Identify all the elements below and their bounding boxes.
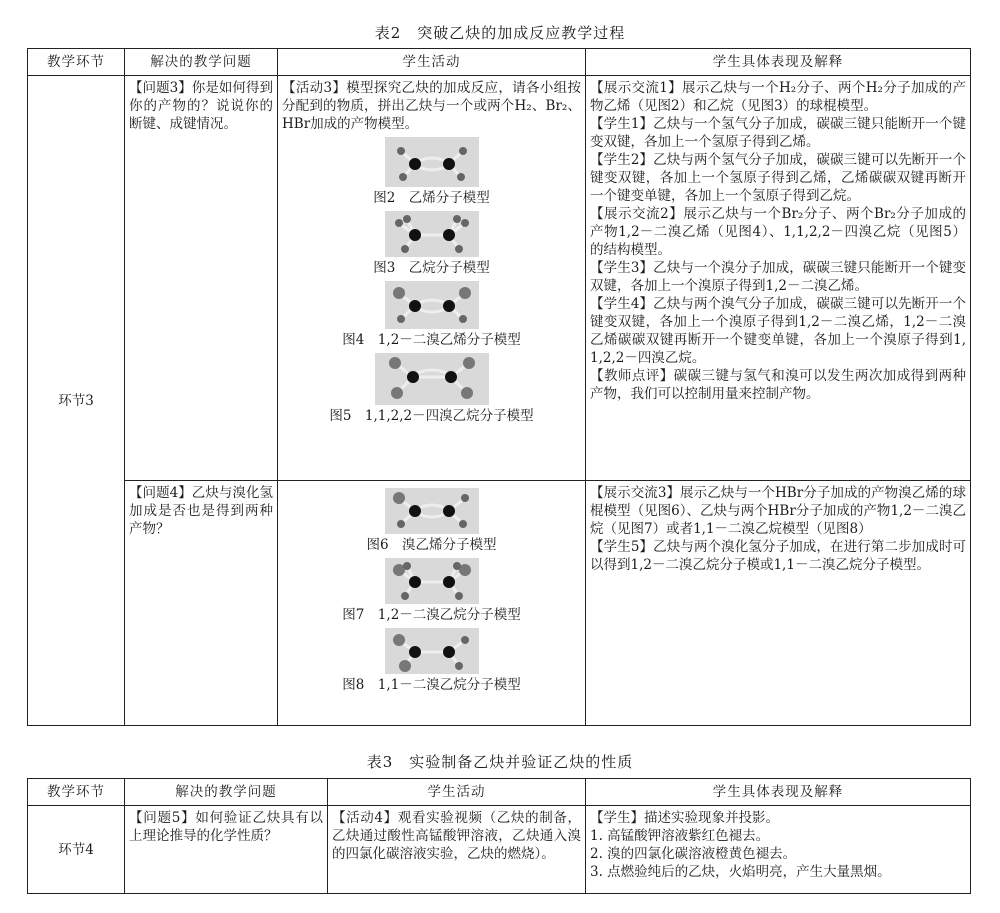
- teacher-comment: 【教师点评】碳碳三键与氢气和溴可以发生两次加成得到两种产物，我们可以控制用量来控制产物。: [590, 368, 966, 402]
- table2-header-row: [28, 49, 971, 76]
- question-5: 【问题5】如何验证乙炔具有以上理论推导的化学性质？: [125, 806, 328, 894]
- student-1: 【学生1】乙炔与一个氢气分子加成，碳碳三键只能断开一个键变双键，各加上一个氢原子得到乙烯。: [590, 116, 966, 150]
- figure-3-caption: 图3 乙烷分子模型: [373, 260, 490, 276]
- figure-6: [282, 488, 581, 554]
- t3-item-1: 1. 高锰酸钾溶液紫红色褪去。: [590, 828, 770, 844]
- show-share-3: 【展示交流3】展示乙炔与一个HBr分子加成的产物溴乙烯的球棍模型（见图6）、乙炔与两个HBr分子加成的产物1,2－二溴乙烷（见图7）或者1,1－二溴乙烷模型（见图8）: [590, 485, 966, 537]
- figure-8-caption: 图8 1,1－二溴乙烷分子模型: [342, 677, 521, 693]
- student-4: 【学生4】乙炔与两个溴气分子加成，碳碳三键可以先断开一个键变双键，各加上一个溴原子得到1,2－二溴乙烯，1,2－二溴乙烯碳碳双键再断开一个键变单键，各加上一个溴原子得到1,1,2,2－四溴乙烷。: [590, 296, 966, 366]
- figure-7-caption: 图7 1,2－二溴乙烷分子模型: [342, 607, 521, 623]
- header-performance: 学生具体表现及解释: [586, 49, 971, 76]
- t3-header-performance: 学生具体表现及解释: [586, 779, 971, 806]
- question-4: 【问题4】乙炔与溴化氢加成是否也是得到两种产物？: [125, 481, 278, 726]
- student-2: 【学生2】乙炔与两个氢气分子加成，碳碳三键可以先断开一个键变双键，各加上一个氢原子得到乙烯，乙烯碳碳双键再断开一个键变单键，各加上一个氢原子得到乙烷。: [590, 152, 966, 204]
- table-3: [27, 778, 971, 894]
- figure-4-caption: 图4 1,2－二溴乙烯分子模型: [342, 332, 521, 348]
- student-5: 【学生5】乙炔与两个溴化氢分子加成，在进行第二步加成时可以得到1,2－二溴乙烷分子模或1,1－二溴乙烷分子模型。: [590, 539, 966, 573]
- t3-header-stage: 教学环节: [28, 779, 125, 806]
- t3-item-3: 3. 点燃验纯后的乙炔，火焰明亮，产生大量黑烟。: [590, 864, 891, 880]
- figure-6-caption: 图6 溴乙烯分子模型: [366, 537, 497, 553]
- t3-header-question: 解决的教学问题: [125, 779, 328, 806]
- figure-5-caption: 图5 1,1,2,2－四溴乙烷分子模型: [329, 408, 534, 424]
- ethane-model-image: [385, 211, 479, 257]
- dibromoethane-12-model-image: [385, 558, 479, 604]
- header-stage: 教学环节: [28, 49, 125, 76]
- show-share-1: 【展示交流1】展示乙炔与一个H₂分子、两个H₂分子加成的产物乙烯（见图2）和乙烷（见图3）的球棍模型。: [590, 80, 966, 114]
- activity-4-figures-cell: [278, 481, 586, 726]
- tetrabromoethane-model-image: [375, 353, 489, 405]
- table2-row-q4: [28, 481, 971, 726]
- figure-7: [282, 558, 581, 624]
- table2-title: 表2 突破乙炔的加成反应教学过程: [374, 24, 626, 42]
- activity-3: 【活动3】模型探究乙炔的加成反应，请各小组按分配到的物质，拼出乙炔与一个或两个H₂、Br₂、HBr加成的产物模型。: [282, 80, 581, 132]
- dibromoethane-11-model-image: [385, 628, 479, 674]
- performance-cell-2: [586, 481, 971, 726]
- show-share-2: 【展示交流2】展示乙炔与一个Br₂分子、两个Br₂分子加成的产物1,2－二溴乙烯（见图4）、1,1,2,2－四溴乙烷（见图5）的结构模型。: [590, 206, 966, 258]
- table3-row-q5: [28, 806, 971, 894]
- t3-stage-cell: 环节4: [28, 806, 125, 894]
- figure-3: [282, 211, 581, 277]
- t3-header-activity: 学生活动: [328, 779, 586, 806]
- stage-cell: 环节3: [28, 76, 125, 726]
- ethene-model-image: [385, 137, 479, 187]
- table3-header-row: [28, 779, 971, 806]
- figure-8: [282, 628, 581, 694]
- table-2: [27, 48, 971, 726]
- t3-item-2: 2. 溴的四氯化碳溶液橙黄色褪去。: [590, 846, 797, 862]
- t3-performance-head: 【学生】描述实验现象并投影。: [590, 810, 779, 826]
- dibromoethene-model-image: [385, 281, 479, 329]
- header-question: 解决的教学问题: [125, 49, 278, 76]
- figure-4: [282, 281, 581, 349]
- question-3: 【问题3】你是如何得到你的产物的？说说你的断键、成键情况。: [125, 76, 278, 481]
- bromoethene-model-image: [385, 488, 479, 534]
- table3-title: 表3 实验制备乙炔并验证乙炔的性质: [366, 753, 634, 771]
- student-3: 【学生3】乙炔与一个溴分子加成，碳碳三键只能断开一个键变双键，各加上一个溴原子得到1,2－二溴乙烯。: [590, 260, 966, 294]
- t3-performance-cell: [586, 806, 971, 894]
- figure-2: [282, 137, 581, 207]
- header-activity: 学生活动: [278, 49, 586, 76]
- activity-4: 【活动4】观看实验视频（乙炔的制备，乙炔通过酸性高锰酸钾溶液，乙炔通入溴的四氯化碳溶液实验，乙炔的燃烧）。: [328, 806, 586, 894]
- activity-3-cell: [278, 76, 586, 481]
- performance-cell-1: [586, 76, 971, 481]
- figure-2-caption: 图2 乙烯分子模型: [373, 190, 490, 206]
- table2-row-q3: [28, 76, 971, 481]
- figure-5: [282, 353, 581, 425]
